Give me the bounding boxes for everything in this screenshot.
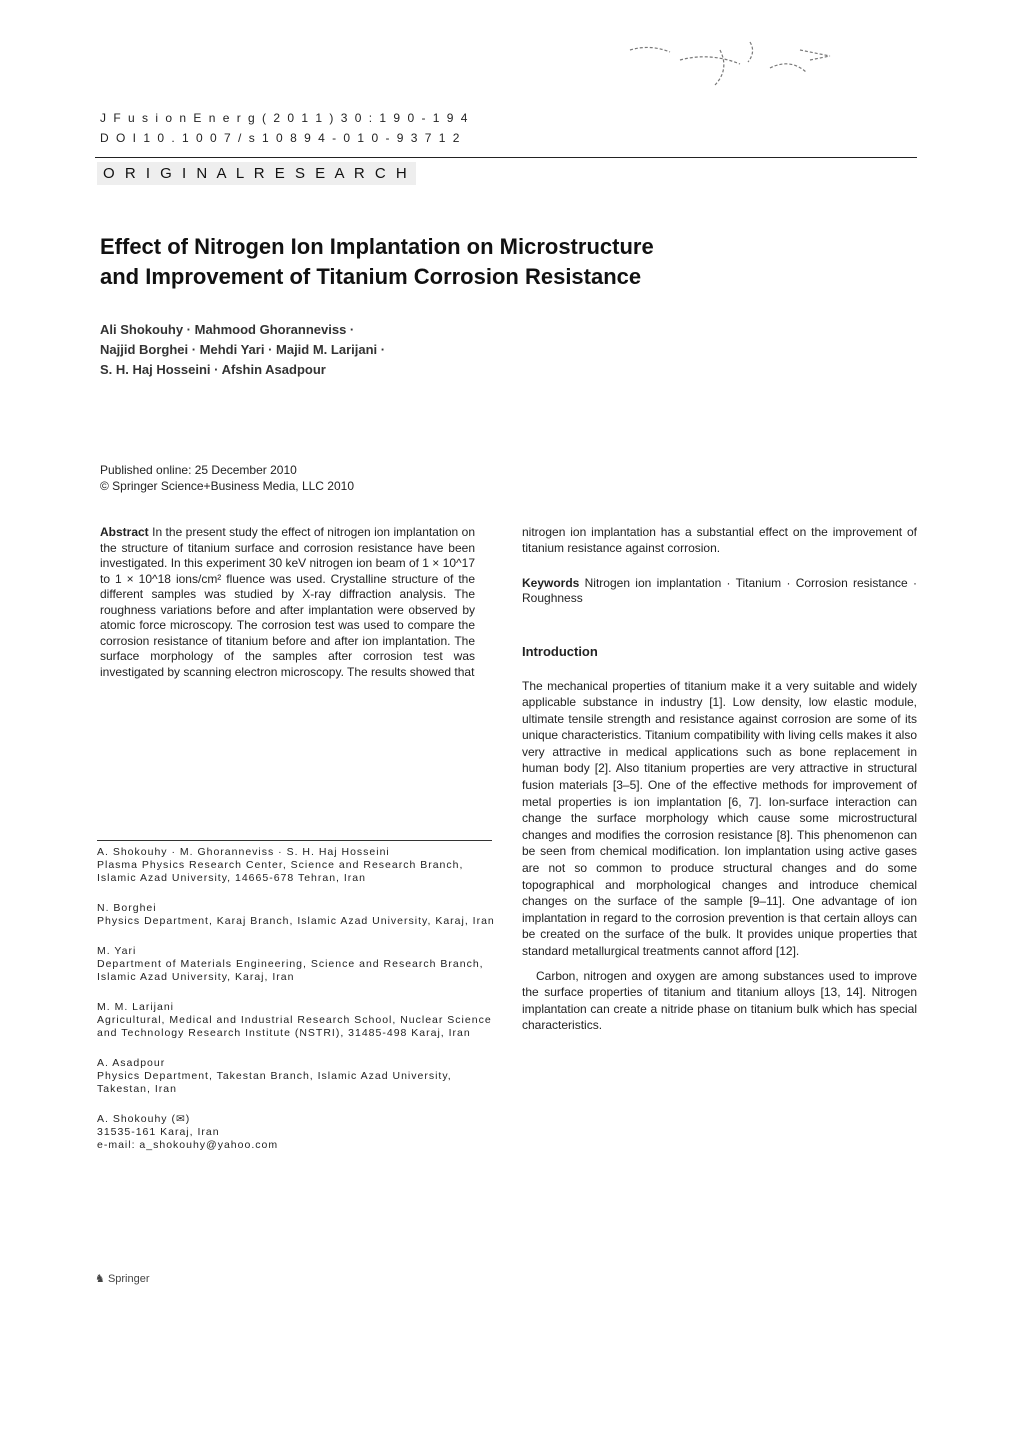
keywords bbox=[522, 576, 917, 606]
affiliation-item bbox=[97, 902, 502, 928]
affiliation-item bbox=[97, 1001, 502, 1040]
affiliation-item bbox=[97, 1057, 502, 1096]
affiliation-address: Physics Department, Karaj Branch, Islamic Azad University, Karaj, Iran bbox=[97, 915, 495, 927]
affiliation-address: Physics Department, Takestan Branch, Islamic Azad University, Takestan, Iran bbox=[97, 1070, 452, 1095]
article-type-label: O R I G I N A L R E S E A R C H bbox=[97, 162, 416, 185]
abstract-text: In the present study the effect of nitrogen ion implantation on the structure of titanium surface and corrosion resistance have been investigated. In this experiment 30 keV nitrogen ion beam of 1 × 10^17 to 1 × 10^18 ions/cm² fluence was used. Crystalline structure of the different samples was studied by X-ray diffraction analysis. The roughness variations before and after implantation were observed by atomic force microscopy. The corrosion test was used to compare the corrosion resistance of titanium before and after ion implantation. The surface morphology of the samples after corrosion test was investigated by scanning electron microscopy. The results showed that bbox=[100, 525, 475, 679]
springer-logo bbox=[95, 1272, 150, 1285]
affiliations bbox=[97, 846, 502, 1169]
affiliation-name: M. Yari bbox=[97, 945, 137, 957]
affiliation-address: 31535-161 Karaj, Iran bbox=[97, 1126, 220, 1138]
abstract-continuation: nitrogen ion implantation has a substantial effect on the improvement of titanium resistance against corrosion. bbox=[522, 525, 917, 555]
affiliation-address: Agricultural, Medical and Industrial Research School, Nuclear Science and Technology Research Institute (NSTRI), 31485-498 Karaj, Iran bbox=[97, 1014, 492, 1039]
affiliation-name: M. M. Larijani bbox=[97, 1001, 175, 1013]
title-line-2: and Improvement of Titanium Corrosion Resistance bbox=[100, 264, 642, 289]
introduction-paragraph-1: The mechanical properties of titanium make it a very suitable and widely applicable substance in industry [1]. Low density, low elastic module, ultimate tensile strength and resistance against corrosion are some of its unique characteristics. Titanium compatibility with living cells makes it also very attractive in medical applications such as bone replacement in human body [2]. Also titanium properties are very attractive in structural fusion materials [3–5]. One of the effective methods for improvement of metal properties is ion implantation [6, 7]. Ion-surface interaction can change the surface morphology which cause some microstructural changes and modifies the corrosion resistance [8]. This phenomenon can be seen from chemical modification. Ion implantation using active gases are not so common to produce structural changes and do some topographical and morphological changes and introduce chemical changes on the surface of the sample [9–11]. One advantage of ion implantation in regard to the corrosion prevention is that certain alloys can be created on the surface of the bulk. It provides unique properties that standard metallurgical treatments cannot afford [12]. bbox=[522, 678, 917, 958]
author-list bbox=[100, 320, 385, 380]
affiliation-item bbox=[97, 945, 502, 984]
abstract-label: Abstract bbox=[100, 525, 149, 539]
affiliation-name: N. Borghei bbox=[97, 902, 157, 914]
publisher-name: Springer bbox=[107, 1273, 150, 1285]
affiliation-name: A. Asadpour bbox=[97, 1057, 166, 1069]
copyright: © Springer Science+Business Media, LLC 2010 bbox=[100, 479, 354, 493]
right-column bbox=[522, 525, 917, 1042]
affiliation-item bbox=[97, 1113, 502, 1152]
affiliation-name: A. Shokouhy (✉) bbox=[97, 1113, 191, 1125]
affiliation-item bbox=[97, 846, 502, 885]
introduction-paragraph-2: Carbon, nitrogen and oxygen are among substances used to improve the surface properties of titanium and titanium alloys [13, 14]. Nitrogen implantation can create a nitride phase on titanium bulk which has special characteristics. bbox=[522, 968, 917, 1033]
abstract bbox=[100, 525, 475, 680]
publication-info bbox=[100, 462, 354, 494]
authors-line-1: Ali Shokouhy · Mahmood Ghoranneviss · bbox=[100, 322, 355, 337]
authors-line-3: S. H. Haj Hosseini · Afshin Asadpour bbox=[100, 362, 326, 377]
keywords-text: Nitrogen ion implantation · Titanium · Corrosion resistance · Roughness bbox=[522, 576, 917, 605]
introduction-heading: Introduction bbox=[522, 644, 598, 659]
keywords-label: Keywords bbox=[522, 576, 580, 590]
affiliation-name: A. Shokouhy · M. Ghoranneviss · S. H. Haj Hosseini bbox=[97, 846, 390, 858]
header-rule bbox=[95, 157, 917, 158]
doi-line: D O I 1 0 . 1 0 0 7 / s 1 0 8 9 4 - 0 1 0 - 9 3 7 1 2 bbox=[100, 131, 462, 145]
handwritten-scribble bbox=[600, 30, 860, 90]
author-email[interactable]: e-mail: a_shokouhy@yahoo.com bbox=[97, 1139, 279, 1151]
affiliation-rule bbox=[97, 840, 492, 841]
published-online: Published online: 25 December 2010 bbox=[100, 463, 297, 477]
springer-horse-icon: ♞ bbox=[95, 1273, 105, 1285]
affiliation-address: Department of Materials Engineering, Science and Research Branch, Islamic Azad University, Karaj, Iran bbox=[97, 958, 484, 983]
journal-line: J F u s i o n E n e r g ( 2 0 1 1 ) 3 0 : 1 9 0 - 1 9 4 bbox=[100, 111, 470, 125]
title-line-1: Effect of Nitrogen Ion Implantation on Microstructure bbox=[100, 234, 654, 259]
authors-line-2: Najjid Borghei · Mehdi Yari · Majid M. Larijani · bbox=[100, 342, 386, 357]
affiliation-address: Plasma Physics Research Center, Science and Research Branch, Islamic Azad University, 14665-678 Tehran, Iran bbox=[97, 859, 464, 884]
article-title bbox=[100, 232, 820, 292]
